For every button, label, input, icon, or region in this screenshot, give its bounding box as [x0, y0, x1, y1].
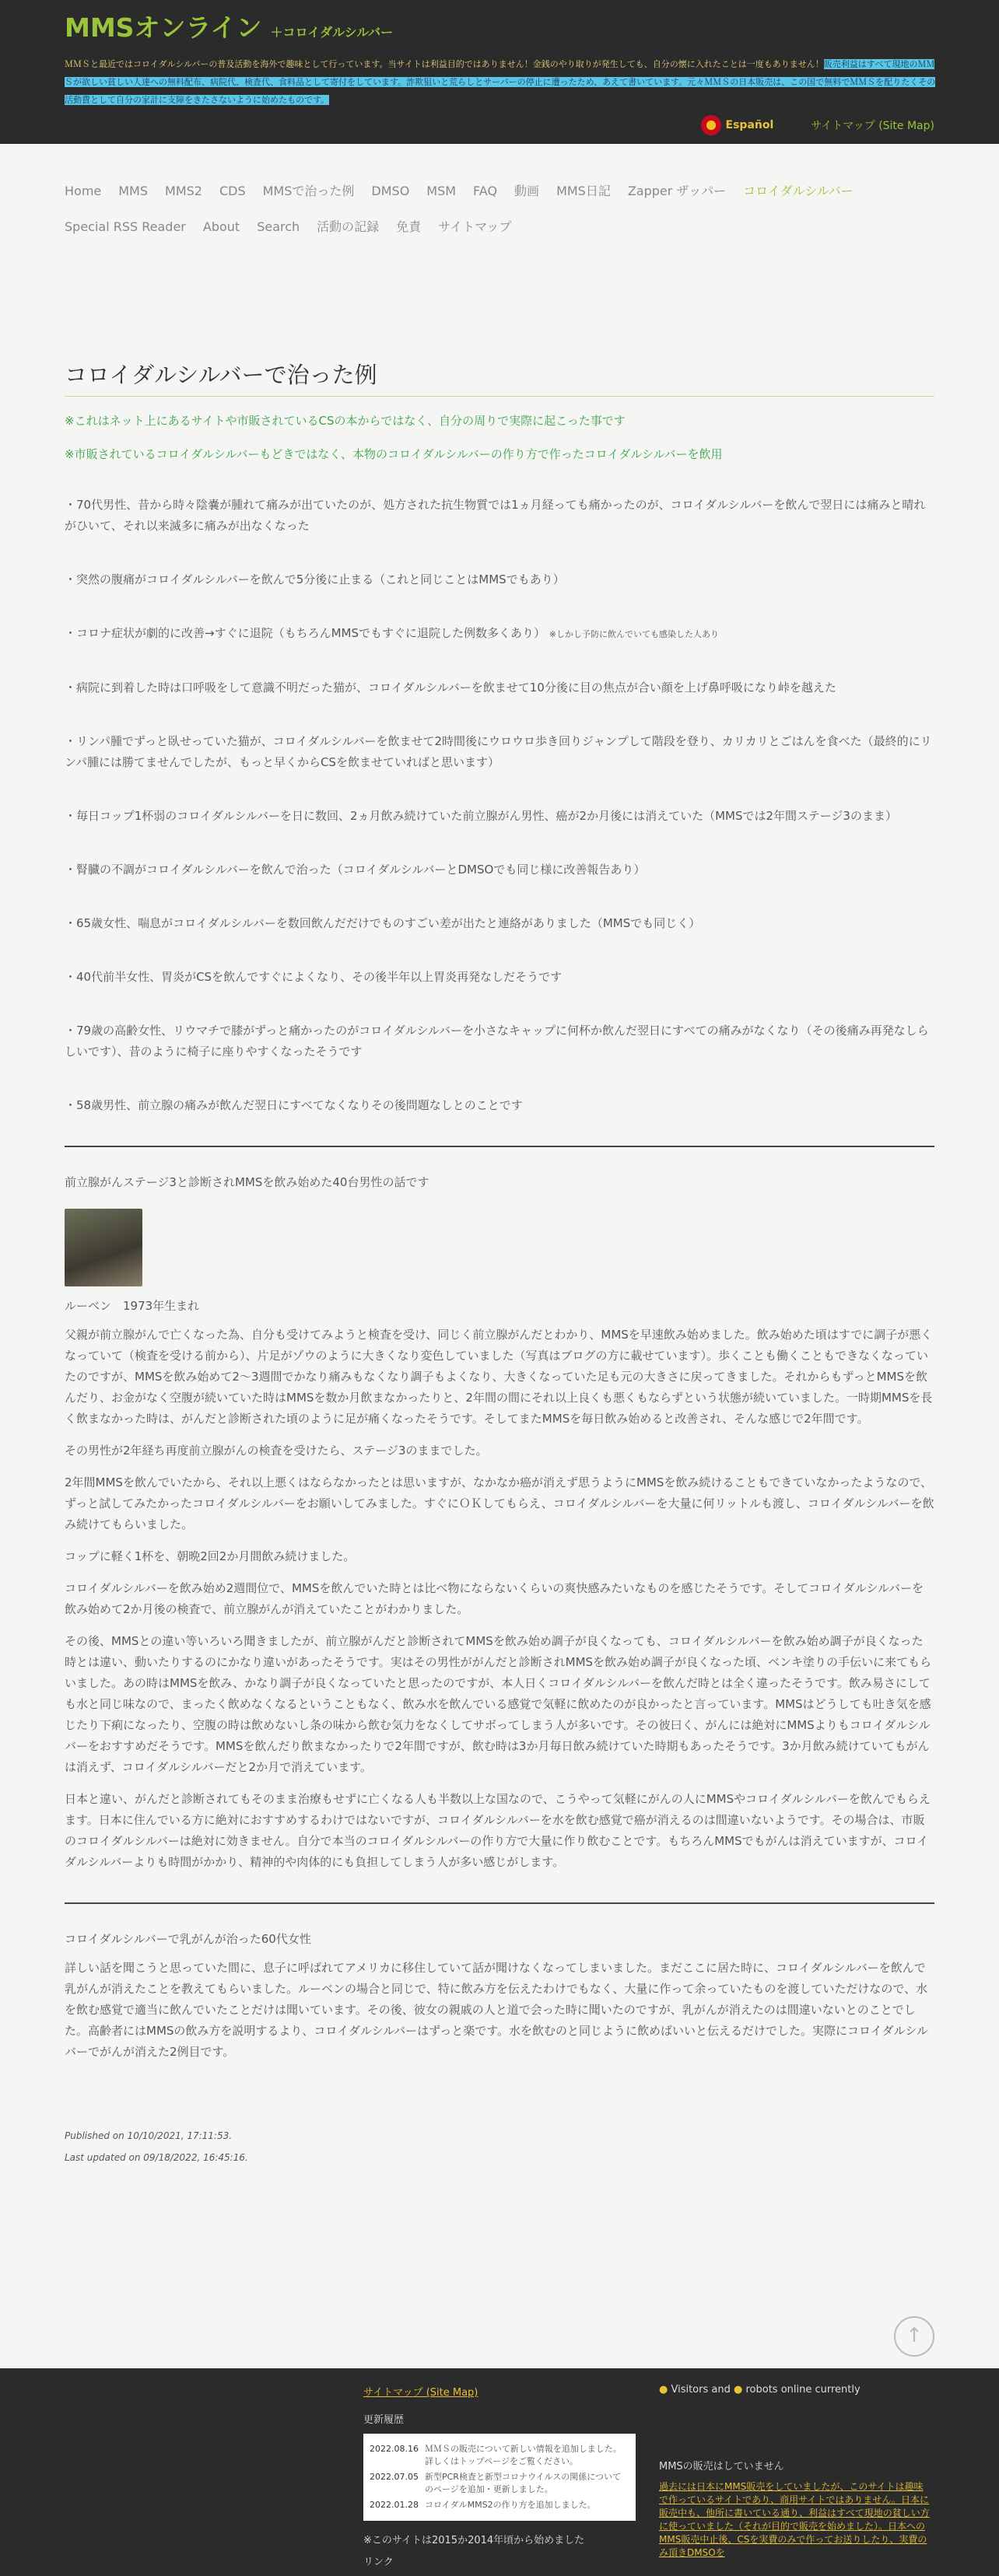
case-item-text: ・40代前半女性、胃炎がCSを飲んですぐによくなり、その後半年以上胃炎再発なしだそうです	[65, 970, 563, 984]
robots-label: robots online currently	[745, 2384, 861, 2396]
case-item	[65, 1020, 934, 1062]
case-list	[65, 495, 934, 1116]
story-paragraph: 父親が前立腺がんで亡くなった為、自分も受けてみようと検査を受け、同じく前立腺がんだとわかり、MMSを早速飲み始めました。飲み始めた頃はすでに調子が悪くなっていて（検査を受ける前から）、片足がゾウのように大きくなり変色していました（写真はブログの方に載せています）。歩くことも働くこともできなくなっていたのですが、MMSを飲み始めて2〜3週間でかなり痛みもなくなり調子もよくなり、大きくなっていた足も元の大きさに戻ってきました。それからもずっとMMSを飲んだり、お金がなく空腹が続いていた時はMMSを数か月飲まなかったりと、2年間の間にそれ以上良くも悪くもならずという状態が続いていました。一時期MMSを長く飲まなかった時は、がんだと診断された頃のように足が痛くなったそうです。そしてまたMMSを毎日飲み始めると改善され、そんな感じで2年間です。	[65, 1328, 933, 1426]
update-entry	[370, 2499, 629, 2511]
nav-link[interactable]: Search	[257, 219, 300, 234]
case-item	[65, 1095, 934, 1116]
visitors-label: Visitors and	[671, 2384, 731, 2396]
nav-link[interactable]: About	[202, 219, 240, 234]
update-entry	[370, 2443, 629, 2468]
case-item-text: ・腎臓の不調がコロイダルシルバーを飲んで治った（コロイダルシルバーとDMSOでも同じ様に改善報告あり）	[65, 863, 646, 877]
nav-link[interactable]: FAQ	[473, 184, 498, 198]
nav-link[interactable]: Special RSS Reader	[65, 219, 186, 234]
header-notice	[65, 55, 936, 109]
update-history-box	[363, 2434, 636, 2521]
ruben-caption: ルーベン 1973年生まれ	[65, 1299, 200, 1313]
case-item	[65, 967, 934, 988]
site-logo[interactable]: MMSオンライン	[65, 12, 262, 43]
story1-title: 前立腺がんステージ3と診断されMMSを飲み始めた40台男性の話です	[65, 1175, 429, 1189]
case-item-text: ・65歳女性、喘息がコロイダルシルバーを数回飲んだだけでものすごい差が出たと連絡がありました（MMSでも同じく）	[65, 916, 701, 930]
notice-highlight-b: 販売利益はすべて	[823, 59, 892, 69]
notice-text-a: ＭＭＳと最近ではコロイダルシルバーの普及活動を海外で趣味として行っています。当サイトは利益目的ではありません！金銭のやり取りが発生しても、自分の懐に入れたことは一度もありません！	[65, 59, 824, 69]
nav-link[interactable]: CDS	[219, 184, 246, 198]
notice-highlight-c: 現地のＭＭＳが欲しい貧しい人達への無料配布、病院代、検査代、食料品として寄付をしています。詐欺狙いと荒らしとサーバーの停止に遭ったため、あえて書いています。元々ＭＭＳの日本販売は、この国で無料でＭＭＳを配りたくその活動費として自分の家計に支障をきたさないように始めたものです。	[65, 59, 936, 105]
green-note-1: ※これはネット上にあるサイトや市販されているCSの本からではなく、自分の周りで実際に起こった事です	[65, 414, 626, 428]
case-item	[65, 677, 934, 698]
sales-title: MMSの販売はしていません	[659, 2461, 784, 2473]
nav-link[interactable]: MMS	[118, 184, 149, 198]
language-label: Español	[725, 119, 774, 131]
back-to-top-button[interactable]: ↑	[894, 2316, 934, 2357]
nav-link[interactable]: サイトマップ	[438, 219, 512, 234]
update-text[interactable]: コロイダルMMS2の作り方を追加しました。	[424, 2500, 596, 2510]
header-utilities	[701, 115, 934, 135]
main-nav	[65, 173, 936, 245]
visitor-counter	[659, 2384, 931, 2396]
story-paragraph: 日本と違い、がんだと診断されてもそのまま治療もせずに亡くなる人も半数以上な国なので、こうやって気軽にがんの人にMMSやコロイダルシルバーを飲んでもらえます。日本に住んでいる方に絶対におすすめするわけではないですが、コロイダルシルバーを水を飲む感覚で癌が消えるのは間違いないようです。その場合は、市販のコロイダルシルバーは絶対に効きません。自分で本当のコロイダルシルバーの作り方で大量に作り飲むことです。もちろんMMSでもがんは消えていますが、コロイダルシルバーよりも時間がかかり、精神的や肉体的にも負担してしまう人が多い感じがします。	[65, 1792, 931, 1869]
case-item-text: ・突然の腹痛がコロイダルシルバーを飲んで5分後に止まる（これと同じことはMMSでもあり）	[65, 572, 565, 586]
footer-sitemap-link[interactable]: サイトマップ (Site Map)	[363, 2387, 478, 2399]
language-switch[interactable]	[701, 115, 774, 135]
case-item	[65, 495, 934, 537]
footer-note	[363, 2530, 636, 2574]
counter-dot-icon: ●	[734, 2384, 743, 2396]
nav-row-2	[65, 209, 936, 245]
updated-date: Last updated on 09/18/2022, 16:45:16.	[65, 2152, 248, 2163]
case-item-text: ・79歳の高齢女性、リウマチで膝がずっと痛かったのがコロイダルシルバーを小さなキャップに何杯か飲んだ翌日にすべての痛みがなくなり（その後痛み再発なしらしいです）、昔のように椅子に座りやすくなったそうです	[65, 1024, 929, 1059]
nav-link[interactable]: Zapper ザッパー	[627, 184, 727, 198]
site-header	[0, 0, 999, 144]
story-paragraph: その男性が2年経ち再度前立腺がんの検査を受けたら、ステージ3のままでした。	[65, 1444, 488, 1458]
case-item	[65, 623, 934, 645]
case-item-text: ・病院に到着した時は口呼吸をして意識不明だった猫が、コロイダルシルバーを飲ませて10分後に目の焦点が合い顔を上げ鼻呼吸になり峠を越えた	[65, 681, 836, 695]
counter-dot-icon: ●	[659, 2384, 668, 2396]
footer-link-label[interactable]: リンク	[363, 2557, 394, 2568]
case-item	[65, 731, 934, 773]
nav-link[interactable]: コロイダルシルバー	[743, 184, 854, 198]
nav-row-1	[65, 173, 936, 209]
nav-link[interactable]: 免責	[396, 219, 422, 234]
nav-link[interactable]: 動画	[514, 184, 540, 198]
update-date: 2022.08.16	[370, 2444, 419, 2454]
header-sitemap-link[interactable]: サイトマップ (Site Map)	[811, 120, 934, 132]
spain-flag-icon	[701, 115, 721, 135]
section-divider	[65, 1902, 934, 1904]
nav-link[interactable]: Home	[65, 184, 102, 198]
post-meta	[65, 2125, 934, 2168]
update-date: 2022.07.05	[370, 2472, 419, 2482]
story-paragraph: コップに軽く1杯を、朝晩2回2か月間飲み続けました。	[65, 1549, 356, 1563]
ruben-photo	[65, 1209, 142, 1286]
site-subtitle: ＋コロイダルシルバー	[270, 25, 394, 40]
story-paragraph: その後、MMSとの違い等いろいろ聞きましたが、前立腺がんだと診断されてMMSを飲み始め調子が良くなっても、コロイダルシルバーを飲み始め調子が良くなった時とは違い、動いたりするのにかなり違いがあったそうです。実はその男性ががんだと診断されMMSを飲み始め調子が良くなった頃、ベンキ塗りの手伝いに来てもらいました。あの時はMMSを飲み、かなり調子が良くなっていたと思ったのですが、本人日くコロイダルシルバーを飲んだ時とは全く違ったそうです。飲み易さにしても水と同じ味なので、まったく飲めなくなるということもなく、飲み水を飲んでいる感覚で気軽に飲めたのが良かったと言っています。MMSはどうしても吐き気を感じたり下痢になったり、空腹の時は飲めないし条の味から飲む気力をなくしてサボってしまう人が多いです。その彼曰く、がんには絶対にMMSよりもコロイダルシルバーをおすすめだそうです。MMSを飲んだり飲まなかったりで2年間ですが、飲む時は3か月毎日飲み続けていた時期もあったそうです。3か月飲み続けていてもがんは消えず、コロイダルシルバーだと2か月で消えています。	[65, 1634, 932, 1774]
story1-body	[65, 1325, 934, 1873]
nav-link[interactable]: DMSO	[371, 184, 410, 198]
case-item-text: ・コロナ症状が劇的に改善→すぐに退院（もちろんMMSでもすぐに退院した例数多くあり）	[65, 626, 545, 640]
case-item-text: ・58歳男性、前立腺の痛みが飲んだ翌日にすべてなくなりその後問題なしとのことです	[65, 1098, 523, 1112]
green-note-2: ※市販されているコロイダルシルバーもどきではなく、本物のコロイダルシルバーの作り方で作ったコロイダルシルバーを飲用	[65, 447, 723, 461]
case-item	[65, 913, 934, 934]
case-item-text: ・70代男性、昔から時々陰嚢が腫れて痛みが出ていたのが、処方された抗生物質では1ヵ月経っても痛かったのが、コロイダルシルバーを飲んで翌日には痛みと晴れがひいて、それ以来滅多に痛みが出なくなった	[65, 498, 926, 533]
update-text[interactable]: ＭＭＳの販売について新しい情報を追加しました。詳しくはトップページをご覧ください。	[424, 2444, 622, 2466]
story-paragraph: コロイダルシルバーを飲み始め2週間位で、MMSを飲んでいた時とは比べ物にならないくらいの爽快感みたいなものを感じたそうです。そしてコロイダルシルバーを飲み始めて2か月後の検査で、前立腺がんが消えていたことがわかりました。	[65, 1581, 924, 1616]
nav-link[interactable]: MMSで治った例	[262, 184, 355, 198]
nav-link[interactable]: MMS2	[165, 184, 202, 198]
case-item-text: ・毎日コップ1杯弱のコロイダルシルバーを日に数回、2ヵ月飲み続けていた前立腺がん男性、癌が2か月後には消えていた（MMSでは2年間ステージ3のまま）	[65, 809, 897, 823]
update-text[interactable]: 新型PCR検査と新型コロナウイルスの関係についてのページを追加・更新しました。	[424, 2472, 622, 2494]
story2-title: コロイダルシルバーで乳がんが治った60代女性	[65, 1932, 311, 1946]
site-footer	[0, 2368, 999, 2576]
story2-body	[65, 1958, 934, 2063]
section-divider	[65, 1146, 934, 1147]
case-item	[65, 859, 934, 880]
footer-note-text: ※このサイトは2015か2014年頃から始めました	[363, 2535, 585, 2546]
update-entry	[370, 2471, 629, 2496]
main-content	[0, 358, 999, 2168]
footer-col-left	[363, 2384, 636, 2574]
nav-link[interactable]: MMS日記	[556, 184, 611, 198]
case-item-note: ※しかし予防に飲んでいても感染した人あり	[549, 629, 719, 639]
case-item	[65, 806, 934, 827]
story-paragraph: 詳しい話を聞こうと思っていた間に、息子に呼ばれてアメリカに移住していて話が聞けなくなってしまいました。まだここに居た時に、コロイダルシルバーを飲んで乳がんが消えたことを教えてもらいました。ルーベンの場合と同じで、特に飲み方を伝えたわけでもなく、大量に作って余っていたものを渡していただけなので、水を飲む感覚で適当に飲んでいたことだけは聞いています。その後、彼女の親戚の人と道で会った時に聞いたのですが、乳がんが消えたのは間違いないとのことでした。高齢者にはMMSの飲み方を説明するより、コロイダルシルバーはずっと楽です。水を飲むのと同じように飲めばいいと伝えるだけでした。実際にコロイダルシルバーでがんが消えた2例目です。	[65, 1961, 928, 2059]
update-date: 2022.01.28	[370, 2500, 419, 2510]
story-paragraph: 2年間MMSを飲んでいたから、それ以上悪くはならなかったとは思いますが、なかなか癌が消えず思うようにMMSを飲み続けることもできていなかったようなので、ずっと試してみたかったコロイダルシルバーをお願いしてみました。すぐにＯＫしてもらえ、コロイダルシルバーを大量に何リットルも渡し、コロイダルシルバーを飲み続けてもらいました。	[65, 1475, 934, 1531]
nav-link[interactable]: 活動の記録	[317, 219, 380, 234]
case-item	[65, 569, 934, 590]
page-title: コロイダルシルバーで治った例	[65, 358, 934, 397]
footer-col-right	[659, 2384, 931, 2560]
sales-text-link[interactable]: 過去には日本にMMS販売をしていましたが、このサイトは趣味で作っているサイトであり、商用サイトではありません。日本に販売中も、他所に書いている通り、利益はすべて現地の貧しい方に使っていました（それが目的で販売を始めました）。日本へのMMS販売中止後、CSを実費のみで作ってお送りしたり、実費のみ頂きDMSOを	[659, 2481, 930, 2558]
nav-link[interactable]: MSM	[426, 184, 457, 198]
published-date: Published on 10/10/2021, 17:11:53.	[65, 2130, 233, 2141]
update-history-label: 更新履歴	[363, 2414, 405, 2426]
case-item-text: ・リンパ腫でずっと臥せっていた猫が、コロイダルシルバーを飲ませて2時間後にウロウロ歩き回りジャンプして階段を登り、カリカリとごはんを食べた（最終的にリンパ腫には勝てませんでしたが、もっと早くからCSを飲ませていればと思います）	[65, 734, 932, 769]
